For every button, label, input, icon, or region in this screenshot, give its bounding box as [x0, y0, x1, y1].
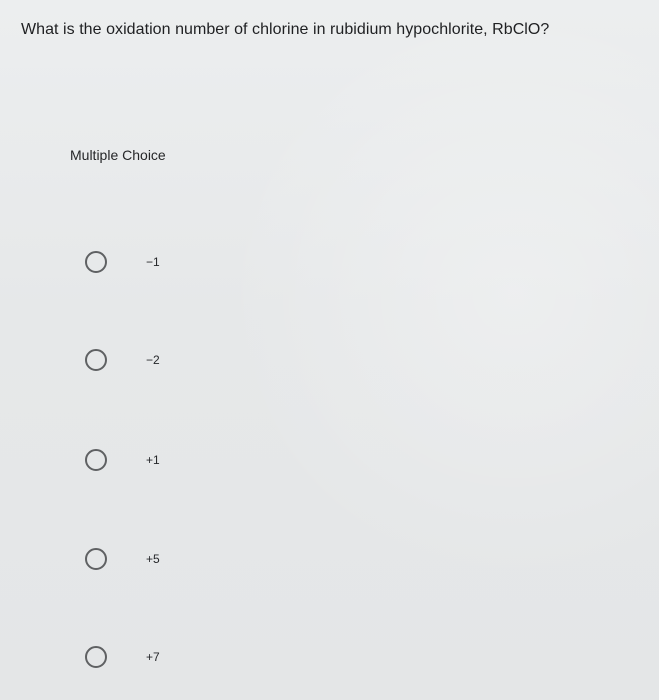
answer-choice-label: +1: [146, 453, 160, 467]
question-text: What is the oxidation number of chlorine in rubidium hypochlorite, RbClO?: [21, 21, 550, 38]
answer-choice-3[interactable]: [80, 440, 240, 480]
radio-button-icon[interactable]: [85, 449, 107, 471]
answer-choice-label: −2: [146, 353, 160, 367]
answer-choice-1[interactable]: [80, 242, 240, 282]
radio-button-icon[interactable]: [85, 646, 107, 668]
answer-choice-5[interactable]: [80, 637, 240, 677]
radio-button-icon[interactable]: [85, 251, 107, 273]
multiple-choice-label: Multiple Choice: [70, 147, 166, 163]
radio-button-icon[interactable]: [85, 349, 107, 371]
answer-choice-4[interactable]: [80, 539, 240, 579]
radio-button-icon[interactable]: [85, 548, 107, 570]
answer-choice-2[interactable]: [80, 340, 240, 380]
answer-choice-label: +7: [146, 650, 160, 664]
answer-choice-label: +5: [146, 552, 160, 566]
answer-choice-label: −1: [146, 255, 160, 269]
